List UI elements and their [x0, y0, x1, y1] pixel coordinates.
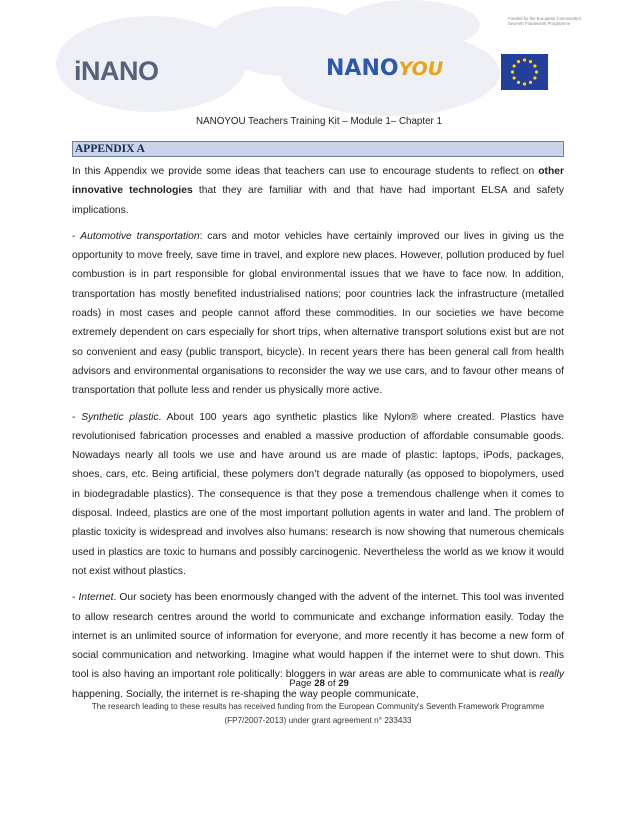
header-cloud-top — [340, 0, 480, 50]
item-text-end: happening. Socially, the internet is re-shaping the way people communicate, — [72, 688, 419, 700]
page-total: 29 — [338, 678, 349, 689]
funding-line-1: The research leading to these results has received funding from the European Community's Seventh Framework Programme — [91, 702, 545, 711]
item-lead: - — [72, 230, 81, 242]
eu-funding-caption: Funded by the European Community's Seventh Framework Programme — [508, 16, 582, 26]
page-header — [0, 0, 638, 118]
intro-paragraph — [72, 162, 564, 220]
section-heading: APPENDIX A — [75, 143, 145, 155]
page-prefix: Page — [289, 678, 315, 689]
item-topic: Internet — [78, 592, 114, 604]
eu-stars-icon — [501, 54, 548, 90]
nanoyou-logo — [326, 56, 443, 81]
item-lead: - — [72, 411, 82, 423]
item-text: . Our society has been enormously changed with the advent of the internet. This tool was invented to allow research centres around the world to communicate and exchange information easily. Today the internet is an unlimited source of information for everyone, and more recently it has become a new form of social communication and networking. Imagine what would happen if the internet were to shut down. This tool is also having an important role politically: bloggers in war areas are able to communicate what is — [72, 592, 565, 681]
page-number — [0, 678, 638, 689]
item-text: . About 100 years ago synthetic plastics like Nylon® where created. Plastics have revolutionised fabrication processes and enabled a massive production of affordable consumable goods. Nowadays nearly all tools we use and have around us are made of plastic: laptops, iPods, packages, shoes, cars, etc. Being artificial, these polymers don’t degrade naturally (as opposed to biopolymers, used in biodegradable plastics). The consequence is that they pose a tremendous challenge when it comes to disposal. Indeed, plastics are one of the most important pollution agents in water and land. The problem of plastic toxicity is widespread and involves also humans: research is now showing that numerous chemicals used in plastics are toxic to humans and possibly carcinogenic. Nevertheless the world as we know it would not exist without plastics. — [72, 411, 564, 577]
page-of: of — [324, 678, 339, 689]
document-title: NANOYOU Teachers Training Kit – Module 1– Chapter 1 — [196, 116, 442, 127]
item-topic: Automotive transportation — [80, 230, 200, 242]
item-topic: Synthetic plastic — [81, 411, 159, 423]
funding-note — [72, 700, 564, 728]
inano-logo — [74, 56, 159, 87]
eu-flag-icon — [501, 54, 548, 90]
paragraph-plastic — [72, 408, 564, 582]
item-text: : cars and motor vehicles have certainly improved our lives in giving us the opportunity to move freely, save time in travel, and explore new places. However, pollution produced by fuel combustion is in part responsible for global environmental issues that we have to face now. In addition, transportation has mostly benefited industrialised nations; poor countries lack the infrastructure (metalled roads) in most cases and people cannot afford these commodities. In our societies we have become extremely dependent on cars especially for short trips, when alternative transport solutions exist but are not so convenient and easy (public transport, bicycle). In recent years there has been general call from health advisors and environmental organisations to reconsider the way we use cars, and to favour other means of transportation that pollute less and render us physically more active. — [72, 230, 564, 397]
item-lead: - — [72, 592, 79, 604]
item-emphasis: really — [539, 669, 564, 681]
funding-line-2: (FP7/2007-2013) under grant agreement n° 233433 — [224, 716, 412, 725]
nanoyou-logo-main: NANO — [326, 56, 399, 81]
intro-text: In this Appendix we provide some ideas that teachers can use to encourage students to reflect on — [72, 166, 539, 177]
intro-bold: other innovative technologies — [72, 166, 564, 197]
section-heading-box — [72, 141, 564, 157]
inano-logo-text: iNANO — [74, 56, 159, 86]
nanoyou-logo-accent: YOU — [398, 58, 444, 80]
body-text — [72, 162, 564, 711]
page-current: 28 — [314, 678, 325, 689]
paragraph-automotive — [72, 227, 564, 401]
intro-text-end: that they are familiar with and that have had important ELSA and safety implications. — [72, 185, 564, 216]
